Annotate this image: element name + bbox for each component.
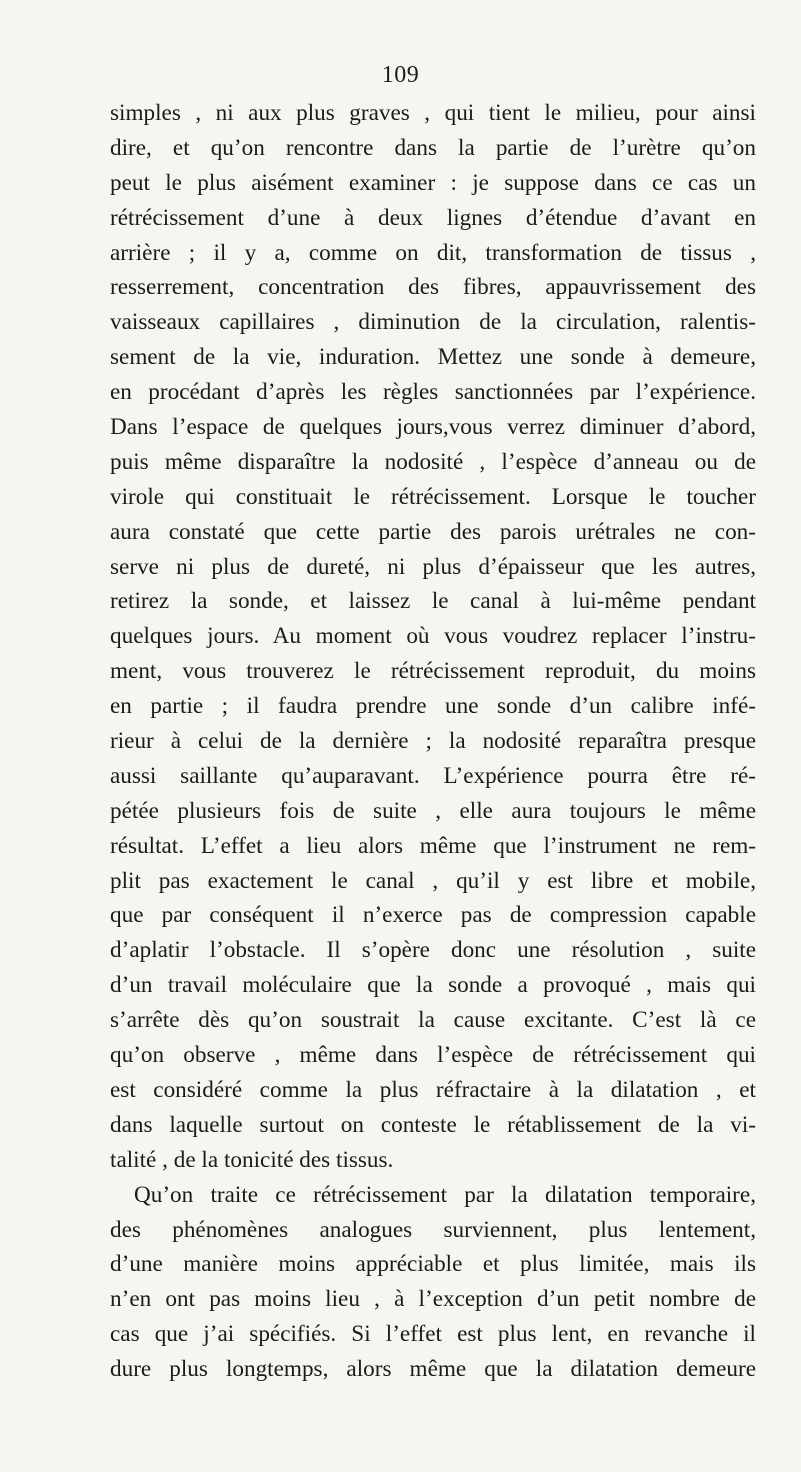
text-line: sement de la vie, induration. Mettez une sonde à demeure, [110,344,756,371]
text-line: puis même disparaître la nodosité , l’espèce d’anneau ou de [110,448,756,475]
text-line: retirez la sonde, et laissez le canal à lui-même pendant [110,588,756,615]
text-line: dure plus longtemps, alors même que la dilatation demeure [110,1356,756,1383]
text-line: en partie ; il faudra prendre une sonde d’un calibre infé- [110,693,756,720]
text-line: d’une manière moins appréciable et plus limitée, mais ils [110,1251,756,1278]
text-line: peut le plus aisément examiner : je suppose dans ce cas un [110,169,756,196]
text-line: serve ni plus de dureté, ni plus d’épaisseur que les autres, [110,553,756,580]
text-line: que par conséquent il n’exerce pas de compression capable [110,902,756,929]
text-line: dire, et qu’on rencontre dans la partie de l’urètre qu’on [110,134,756,161]
text-line: en procédant d’après les règles sanctionnées par l’expérience. [110,379,756,406]
text-line: d’un travail moléculaire que la sonde a provoqué , mais qui [110,972,756,999]
text-line: résultat. L’effet a lieu alors même que l’instrument ne rem- [110,832,756,859]
text-line: Qu’on traite ce rétrécissement par la dilatation temporaire, [134,1181,756,1208]
text-line: n’en ont pas moins lieu , à l’exception d’un petit nombre de [110,1286,756,1313]
text-line: cas que j’ai spécifiés. Si l’effet est plus lent, en revanche il [110,1321,756,1348]
text-line: arrière ; il y a, comme on dit, transformation de tissus , [110,239,756,266]
page-number: 109 [381,62,420,88]
text-line: virole qui constituait le rétrécissement. Lorsque le toucher [110,483,756,510]
text-line: est considéré comme la plus réfractaire à la dilatation , et [110,1076,756,1103]
text-line: dans laquelle surtout on conteste le rétablissement de la vi- [110,1111,756,1138]
text-line: qu’on observe , même dans l’espèce de rétrécissement qui [110,1042,756,1069]
text-line: rieur à celui de la dernière ; la nodosité reparaîtra presque [110,728,756,755]
text-line: vaisseaux capillaires , diminution de la circulation, ralentis- [110,309,756,336]
text-line: Dans l’espace de quelques jours,vous verrez diminuer d’abord, [110,414,756,441]
text-line: s’arrête dès qu’on soustrait la cause excitante. C’est là ce [110,1007,756,1034]
text-line: ment, vous trouverez le rétrécissement reproduit, du moins [110,658,756,685]
text-line: simples , ni aux plus graves , qui tient le milieu, pour ainsi [110,100,756,126]
text-line: aussi saillante qu’auparavant. L’expérience pourra être ré- [110,762,756,789]
text-line: des phénomènes analogues surviennent, plus lentement, [110,1216,756,1243]
text-line: d’aplatir l’obstacle. Il s’opère donc une résolution , suite [110,937,756,964]
text-line: resserrement, concentration des fibres, appauvrissement des [110,274,756,301]
text-line: plit pas exactement le canal , qu’il y est libre et mobile, [110,867,756,894]
text-line: quelques jours. Au moment où vous voudrez replacer l’instru- [110,623,756,650]
body-text [110,96,756,1387]
text-line: talité , de la tonicité des tissus. [110,1146,394,1173]
text-line: aura constaté que cette partie des parois urétrales ne con- [110,518,756,545]
text-line: rétrécissement d’une à deux lignes d’étendue d’avant en [110,204,756,231]
text-line: pétée plusieurs fois de suite , elle aura toujours le même [110,797,756,824]
